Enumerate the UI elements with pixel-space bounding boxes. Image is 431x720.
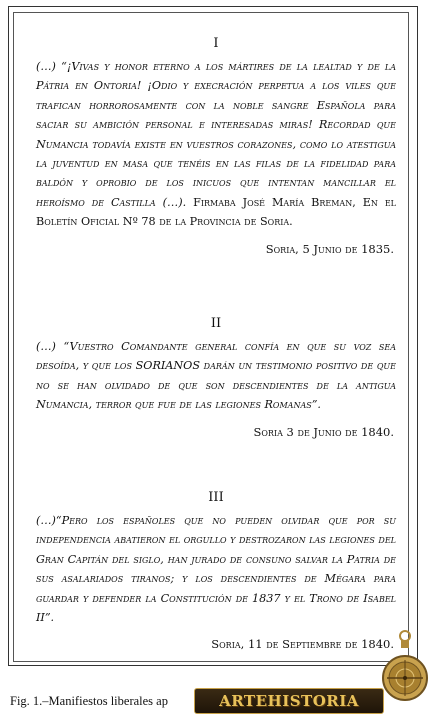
- manifesto-section-2: [36, 316, 396, 439]
- section-numeral: II: [210, 316, 222, 331]
- manifesto-section-1: [36, 36, 396, 256]
- manifesto-text: (…) “¡Vivas y honor eterno a los mártires de la lealtad y de la Pátria en Ontoria! ¡Odio y execración perpetua a los viles que trafican horrorosamente con la noble sangre Española para saciar su ambición personal e interesadas miras! Recordad que Numancia todavía existe en vuestros corazones, como lo atestigua la juventud en masa que tenéis en las filas de la fidelidad para baldón y oprobio de los inicuos que intentan mancillar el heroísmo de Castilla (…).: [36, 60, 396, 209]
- manifesto-text: (…)“Pero los españoles que no pueden olvidar que por su independencia abatieron el orgullo y destrozaron las legiones del Gran Capitán del siglo, han jurado de consuno salvar la Patria de sus asalariados tiranos; y los descendientes de Mégara para guardar y defender la Constitución de 1837 y el Trono de Isabel II”.: [36, 514, 396, 625]
- astrolabe-icon: [380, 628, 430, 720]
- manifesto-signature: Firmaba José María Breman, En el Boletín Oficial Nº 78 de la Provincia de Soria.: [36, 195, 396, 229]
- logo-text: ARTEHISTORIA: [219, 692, 359, 710]
- figure-caption: Fig. 1.–Manifiestos liberales ap: [10, 694, 168, 708]
- section-numeral: III: [208, 490, 224, 505]
- place-date: Soria, 5 Junio de 1835.: [265, 241, 394, 256]
- place-date: Soria 3 de Junio de 1840.: [253, 424, 394, 439]
- section-numeral: I: [213, 36, 219, 51]
- place-date: Soria, 11 de Septiembre de 1840.: [211, 637, 394, 652]
- artehistoria-logo[interactable]: [194, 688, 384, 714]
- manifesto-text: (…) “Vuestro Comandante general confía en que su voz sea desoída, y que los SORIANOS darán un testimonio positivo de que no se han olvidado de que son descendientes de la antigua Numancia, terror que fue de las legiones Romanas”.: [36, 340, 396, 412]
- manifesto-section-3: [36, 490, 396, 651]
